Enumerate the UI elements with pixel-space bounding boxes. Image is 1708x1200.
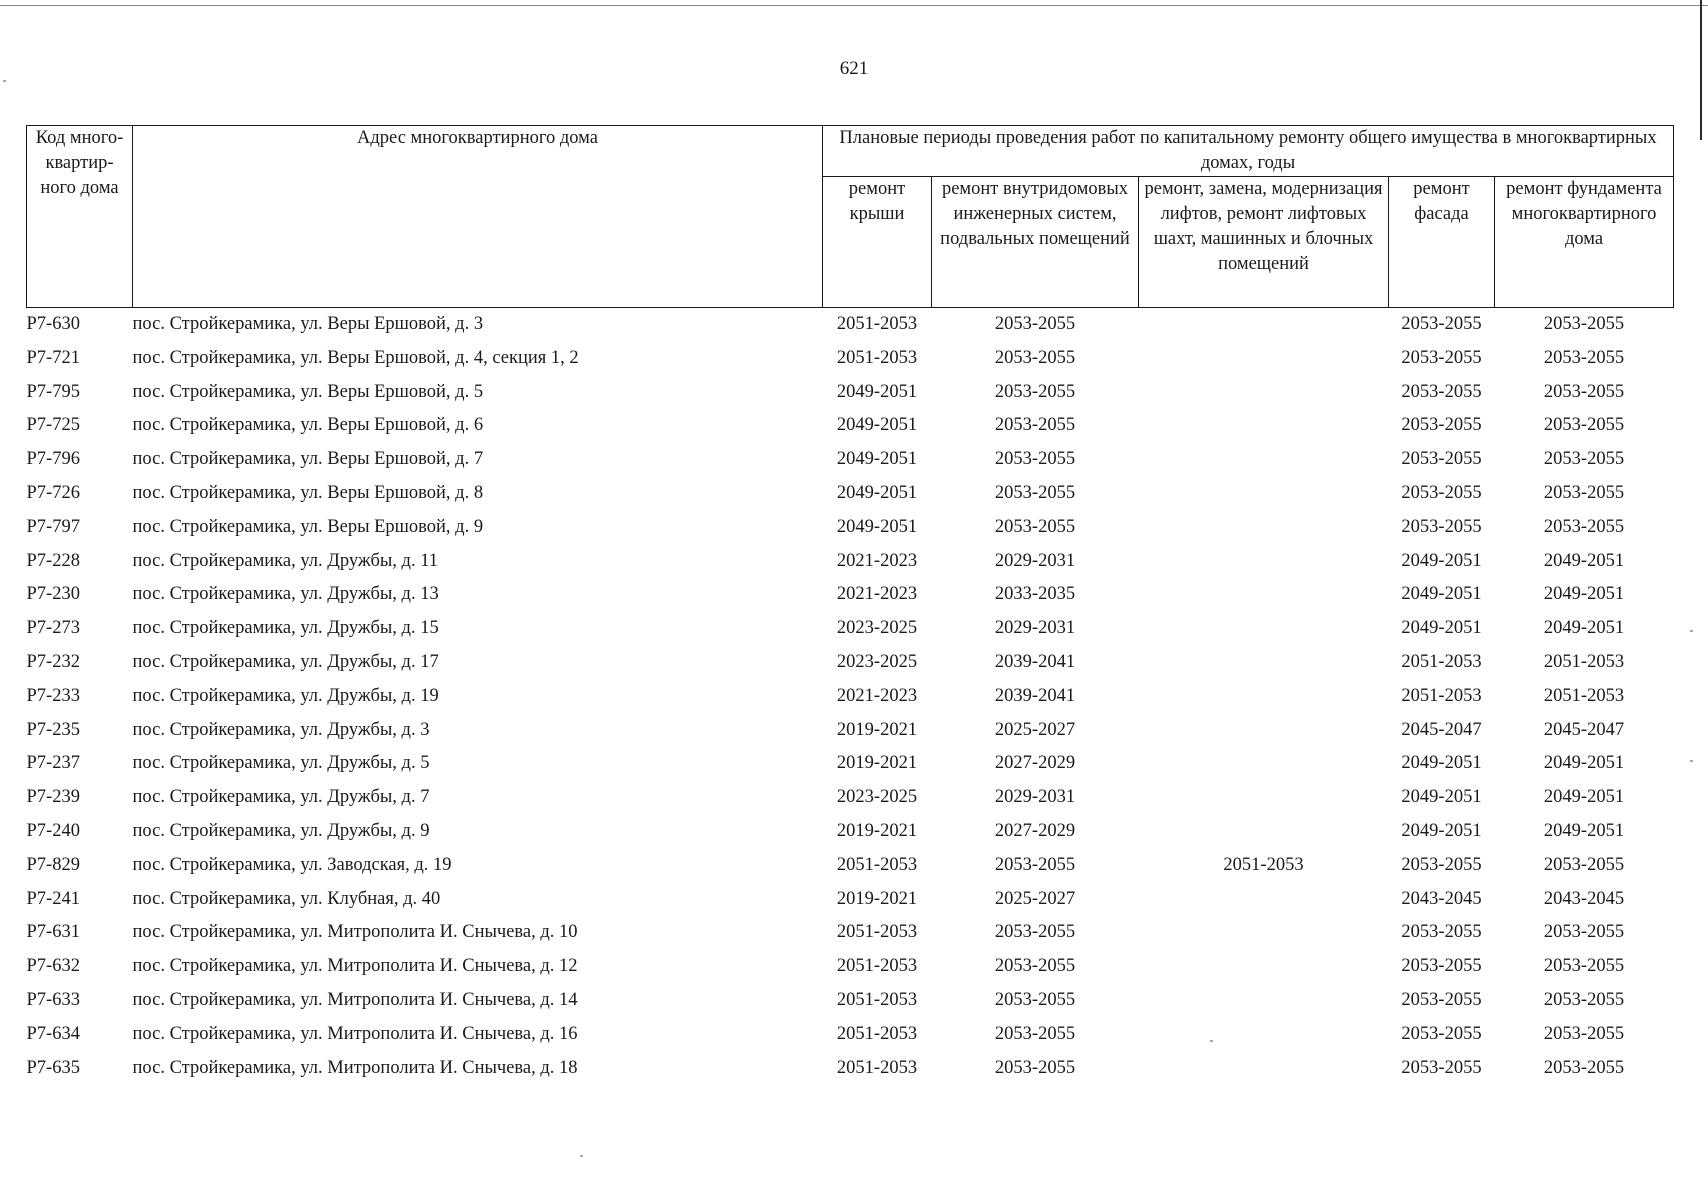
cell-address: пос. Стройкерамика, ул. Дружбы, д. 3 <box>132 719 430 740</box>
scan-artifact <box>1210 1040 1213 1042</box>
cell-foundation: 2053-2055 <box>1543 482 1625 503</box>
cell-facade: 2053-2055 <box>1401 415 1482 436</box>
cell-roof: 2049-2051 <box>836 449 918 470</box>
cell-code: Р7-228 <box>26 550 80 571</box>
cell-engineering: 2053-2055 <box>994 1057 1076 1078</box>
cell-foundation: 2053-2055 <box>1543 347 1625 368</box>
header-foundation: ремонт фундамента многоквартирного дома <box>1495 177 1674 308</box>
cell-foundation: 2049-2051 <box>1543 550 1625 571</box>
cell-code: Р7-230 <box>26 584 80 605</box>
cell-foundation: 2049-2051 <box>1543 618 1625 639</box>
cell-foundation: 2049-2051 <box>1543 787 1625 808</box>
cell-address: пос. Стройкерамика, ул. Митрополита И. Снычева, д. 12 <box>132 956 578 977</box>
header-code: Код много-квартир-ного дома <box>27 126 133 308</box>
table-row <box>27 409 1674 443</box>
table-row <box>27 815 1674 849</box>
cell-facade: 2049-2051 <box>1401 550 1482 571</box>
scan-artifact <box>3 80 6 82</box>
cell-engineering: 2029-2031 <box>994 550 1076 571</box>
cell-engineering: 2027-2029 <box>994 753 1076 774</box>
cell-facade: 2049-2051 <box>1401 618 1482 639</box>
table-row <box>27 308 1674 342</box>
cell-facade: 2053-2055 <box>1401 381 1482 402</box>
cell-address: пос. Стройкерамика, ул. Митрополита И. Снычева, д. 14 <box>132 989 578 1010</box>
cell-address: пос. Стройкерамика, ул. Веры Ершовой, д. 7 <box>132 449 484 470</box>
cell-code: Р7-726 <box>26 482 80 503</box>
header-facade: ремонт фасада <box>1389 177 1495 308</box>
cell-roof: 2051-2053 <box>836 922 918 943</box>
cell-code: Р7-721 <box>26 347 80 368</box>
cell-roof: 2019-2021 <box>836 888 918 909</box>
cell-roof: 2051-2053 <box>836 956 918 977</box>
cell-engineering: 2039-2041 <box>994 685 1076 706</box>
cell-engineering: 2053-2055 <box>994 482 1076 503</box>
cell-elevators <box>1139 714 1389 748</box>
header-row-top <box>27 126 1674 177</box>
cell-engineering: 2053-2055 <box>994 854 1076 875</box>
cell-address: пос. Стройкерамика, ул. Веры Ершовой, д. 3 <box>132 314 484 334</box>
cell-roof: 2051-2053 <box>836 854 918 875</box>
cell-code: Р7-240 <box>26 820 80 841</box>
header-engineering: ремонт внутридомовых инженерных систем, подвальных помещений <box>932 177 1139 308</box>
cell-code: Р7-239 <box>26 787 80 808</box>
cell-elevators <box>1139 883 1389 917</box>
cell-engineering: 2053-2055 <box>994 1023 1076 1044</box>
cell-address: пос. Стройкерамика, ул. Веры Ершовой, д. 4, секция 1, 2 <box>132 347 579 368</box>
cell-code: Р7-725 <box>26 415 80 436</box>
cell-elevators <box>1139 409 1389 443</box>
cell-elevators <box>1139 578 1389 612</box>
cell-engineering: 2053-2055 <box>994 314 1076 334</box>
cell-code: Р7-630 <box>26 314 80 334</box>
cell-elevators <box>1139 376 1389 410</box>
table-row <box>27 511 1674 545</box>
cell-engineering: 2039-2041 <box>994 651 1076 672</box>
cell-engineering: 2029-2031 <box>994 787 1076 808</box>
cell-engineering: 2033-2035 <box>994 584 1076 605</box>
cell-address: пос. Стройкерамика, ул. Веры Ершовой, д. 6 <box>132 415 484 436</box>
cell-code: Р7-632 <box>26 956 80 977</box>
cell-address: пос. Стройкерамика, ул. Дружбы, д. 5 <box>132 753 430 774</box>
cell-address: пос. Стройкерамика, ул. Митрополита И. Снычева, д. 10 <box>132 922 578 943</box>
cell-facade: 2053-2055 <box>1401 854 1482 875</box>
cell-address: пос. Стройкерамика, ул. Дружбы, д. 19 <box>132 685 439 706</box>
cell-facade: 2049-2051 <box>1401 820 1482 841</box>
cell-code: Р7-796 <box>26 449 80 470</box>
cell-elevators <box>1139 545 1389 579</box>
cell-facade: 2053-2055 <box>1401 956 1482 977</box>
cell-code: Р7-237 <box>26 753 80 774</box>
header-elevators: ремонт, замена, модернизация лифтов, ремонт лифтовых шахт, машинных и блочных помещений <box>1139 177 1389 308</box>
cell-elevators <box>1139 646 1389 680</box>
cell-roof: 2023-2025 <box>836 651 918 672</box>
cell-code: Р7-235 <box>26 719 80 740</box>
cell-elevators <box>1139 984 1389 1018</box>
cell-roof: 2019-2021 <box>836 820 918 841</box>
cell-address: пос. Стройкерамика, ул. Клубная, д. 40 <box>132 888 441 909</box>
cell-foundation: 2053-2055 <box>1543 922 1625 943</box>
cell-address: пос. Стройкерамика, ул. Заводская, д. 19 <box>132 854 452 875</box>
cell-code: Р7-795 <box>26 381 80 402</box>
cell-code: Р7-631 <box>26 922 80 943</box>
cell-roof: 2051-2053 <box>836 314 918 334</box>
cell-roof: 2049-2051 <box>836 482 918 503</box>
cell-facade: 2053-2055 <box>1401 989 1482 1010</box>
cell-foundation: 2053-2055 <box>1543 1023 1625 1044</box>
cell-elevators <box>1139 308 1389 342</box>
table-row <box>27 916 1674 950</box>
capital-repair-schedule-table <box>26 125 1674 1085</box>
cell-foundation: 2051-2053 <box>1543 685 1625 706</box>
table-row <box>27 950 1674 984</box>
cell-facade: 2049-2051 <box>1401 753 1482 774</box>
cell-elevators <box>1139 950 1389 984</box>
cell-roof: 2021-2023 <box>836 584 918 605</box>
cell-elevators <box>1139 781 1389 815</box>
cell-foundation: 2049-2051 <box>1543 820 1625 841</box>
cell-engineering: 2053-2055 <box>994 347 1076 368</box>
table-row <box>27 646 1674 680</box>
table-row <box>27 714 1674 748</box>
table-row <box>27 342 1674 376</box>
cell-code: Р7-232 <box>26 651 80 672</box>
cell-engineering: 2029-2031 <box>994 618 1076 639</box>
cell-roof: 2021-2023 <box>836 685 918 706</box>
cell-address: пос. Стройкерамика, ул. Дружбы, д. 17 <box>132 651 439 672</box>
cell-code: Р7-633 <box>26 989 80 1010</box>
cell-elevators <box>1139 443 1389 477</box>
cell-foundation: 2053-2055 <box>1543 449 1625 470</box>
cell-code: Р7-797 <box>26 516 80 537</box>
cell-facade: 2045-2047 <box>1401 719 1482 740</box>
cell-engineering: 2025-2027 <box>994 719 1076 740</box>
table-row <box>27 849 1674 883</box>
cell-elevators <box>1139 1052 1389 1086</box>
table-header <box>27 126 1674 308</box>
scan-artifact <box>1690 630 1693 632</box>
cell-foundation: 2053-2055 <box>1543 956 1625 977</box>
cell-roof: 2049-2051 <box>836 516 918 537</box>
cell-elevators <box>1139 747 1389 781</box>
cell-code: Р7-233 <box>26 685 80 706</box>
scan-artifact <box>1690 760 1693 762</box>
table-row <box>27 443 1674 477</box>
cell-foundation: 2043-2045 <box>1543 888 1625 909</box>
cell-roof: 2023-2025 <box>836 618 918 639</box>
cell-elevators <box>1139 815 1389 849</box>
cell-roof: 2051-2053 <box>836 347 918 368</box>
cell-engineering: 2053-2055 <box>994 956 1076 977</box>
cell-code: Р7-634 <box>26 1023 80 1044</box>
cell-facade: 2053-2055 <box>1401 1023 1482 1044</box>
cell-facade: 2053-2055 <box>1401 347 1482 368</box>
cell-address: пос. Стройкерамика, ул. Веры Ершовой, д. 8 <box>132 482 484 503</box>
table-row <box>27 578 1674 612</box>
cell-address: пос. Стройкерамика, ул. Дружбы, д. 9 <box>132 820 430 841</box>
cell-foundation: 2053-2055 <box>1543 381 1625 402</box>
cell-facade: 2043-2045 <box>1401 888 1482 909</box>
cell-address: пос. Стройкерамика, ул. Веры Ершовой, д. 5 <box>132 381 484 402</box>
cell-address: пос. Стройкерамика, ул. Дружбы, д. 13 <box>132 584 439 605</box>
cell-address: пос. Стройкерамика, ул. Дружбы, д. 15 <box>132 618 439 639</box>
cell-code: Р7-273 <box>26 618 80 639</box>
cell-foundation: 2049-2051 <box>1543 753 1625 774</box>
cell-foundation: 2051-2053 <box>1543 651 1625 672</box>
cell-roof: 2051-2053 <box>836 1023 918 1044</box>
table-row <box>27 781 1674 815</box>
cell-foundation: 2053-2055 <box>1543 314 1625 334</box>
table-row <box>27 1018 1674 1052</box>
cell-address: пос. Стройкерамика, ул. Веры Ершовой, д. 9 <box>132 516 484 537</box>
cell-elevators <box>1139 477 1389 511</box>
cell-roof: 2021-2023 <box>836 550 918 571</box>
cell-roof: 2049-2051 <box>836 415 918 436</box>
table-row <box>27 477 1674 511</box>
cell-elevators <box>1139 612 1389 646</box>
scan-top-border <box>0 5 1708 6</box>
cell-address: пос. Стройкерамика, ул. Дружбы, д. 11 <box>132 550 439 571</box>
header-address: Адрес многоквартирного дома <box>133 126 823 308</box>
cell-facade: 2051-2053 <box>1401 685 1482 706</box>
cell-address: пос. Стройкерамика, ул. Митрополита И. Снычева, д. 18 <box>132 1057 578 1078</box>
cell-facade: 2049-2051 <box>1401 787 1482 808</box>
cell-engineering: 2053-2055 <box>994 922 1076 943</box>
cell-foundation: 2045-2047 <box>1543 719 1625 740</box>
table-row <box>27 612 1674 646</box>
cell-elevators <box>1139 342 1389 376</box>
cell-roof: 2019-2021 <box>836 719 918 740</box>
cell-code: Р7-635 <box>26 1057 80 1078</box>
cell-roof: 2023-2025 <box>836 787 918 808</box>
cell-code: Р7-829 <box>26 854 80 875</box>
cell-facade: 2053-2055 <box>1401 449 1482 470</box>
registry-table-container <box>26 125 1674 1085</box>
cell-foundation: 2053-2055 <box>1543 1057 1625 1078</box>
cell-engineering: 2027-2029 <box>994 820 1076 841</box>
cell-roof: 2051-2053 <box>836 1057 918 1078</box>
table-row <box>27 1052 1674 1086</box>
cell-elevators <box>1139 511 1389 545</box>
header-roof: ремонт крыши <box>823 177 932 308</box>
cell-foundation: 2053-2055 <box>1543 415 1625 436</box>
cell-foundation: 2053-2055 <box>1543 516 1625 537</box>
cell-roof: 2019-2021 <box>836 753 918 774</box>
cell-facade: 2053-2055 <box>1401 1057 1482 1078</box>
cell-facade: 2051-2053 <box>1401 651 1482 672</box>
cell-engineering: 2025-2027 <box>994 888 1076 909</box>
cell-address: пос. Стройкерамика, ул. Дружбы, д. 7 <box>132 787 430 808</box>
scan-artifact <box>580 1155 583 1157</box>
cell-engineering: 2053-2055 <box>994 989 1076 1010</box>
table-body <box>27 308 1674 1086</box>
cell-facade: 2053-2055 <box>1401 922 1482 943</box>
cell-address: пос. Стройкерамика, ул. Митрополита И. Снычева, д. 16 <box>132 1023 578 1044</box>
cell-engineering: 2053-2055 <box>994 449 1076 470</box>
cell-engineering: 2053-2055 <box>994 516 1076 537</box>
cell-elevators <box>1139 680 1389 714</box>
table-row <box>27 984 1674 1018</box>
cell-facade: 2049-2051 <box>1401 584 1482 605</box>
table-row <box>27 545 1674 579</box>
table-row <box>27 883 1674 917</box>
page-number: 621 <box>839 58 869 79</box>
table-row <box>27 747 1674 781</box>
cell-foundation: 2053-2055 <box>1543 854 1625 875</box>
cell-engineering: 2053-2055 <box>994 381 1076 402</box>
cell-roof: 2051-2053 <box>836 989 918 1010</box>
cell-foundation: 2053-2055 <box>1543 989 1625 1010</box>
cell-elevators <box>1139 1018 1389 1052</box>
cell-roof: 2049-2051 <box>836 381 918 402</box>
cell-facade: 2053-2055 <box>1401 482 1482 503</box>
table-row <box>27 680 1674 714</box>
cell-facade: 2053-2055 <box>1401 314 1482 334</box>
cell-foundation: 2049-2051 <box>1543 584 1625 605</box>
cell-facade: 2053-2055 <box>1401 516 1482 537</box>
cell-elevators <box>1139 916 1389 950</box>
header-periods-group: Плановые периоды проведения работ по капитальному ремонту общего имущества в многоквартирных домах, годы <box>823 126 1674 177</box>
cell-engineering: 2053-2055 <box>994 415 1076 436</box>
cell-elevators: 2051-2053 <box>1223 854 1304 875</box>
table-row <box>27 376 1674 410</box>
cell-code: Р7-241 <box>26 888 80 909</box>
